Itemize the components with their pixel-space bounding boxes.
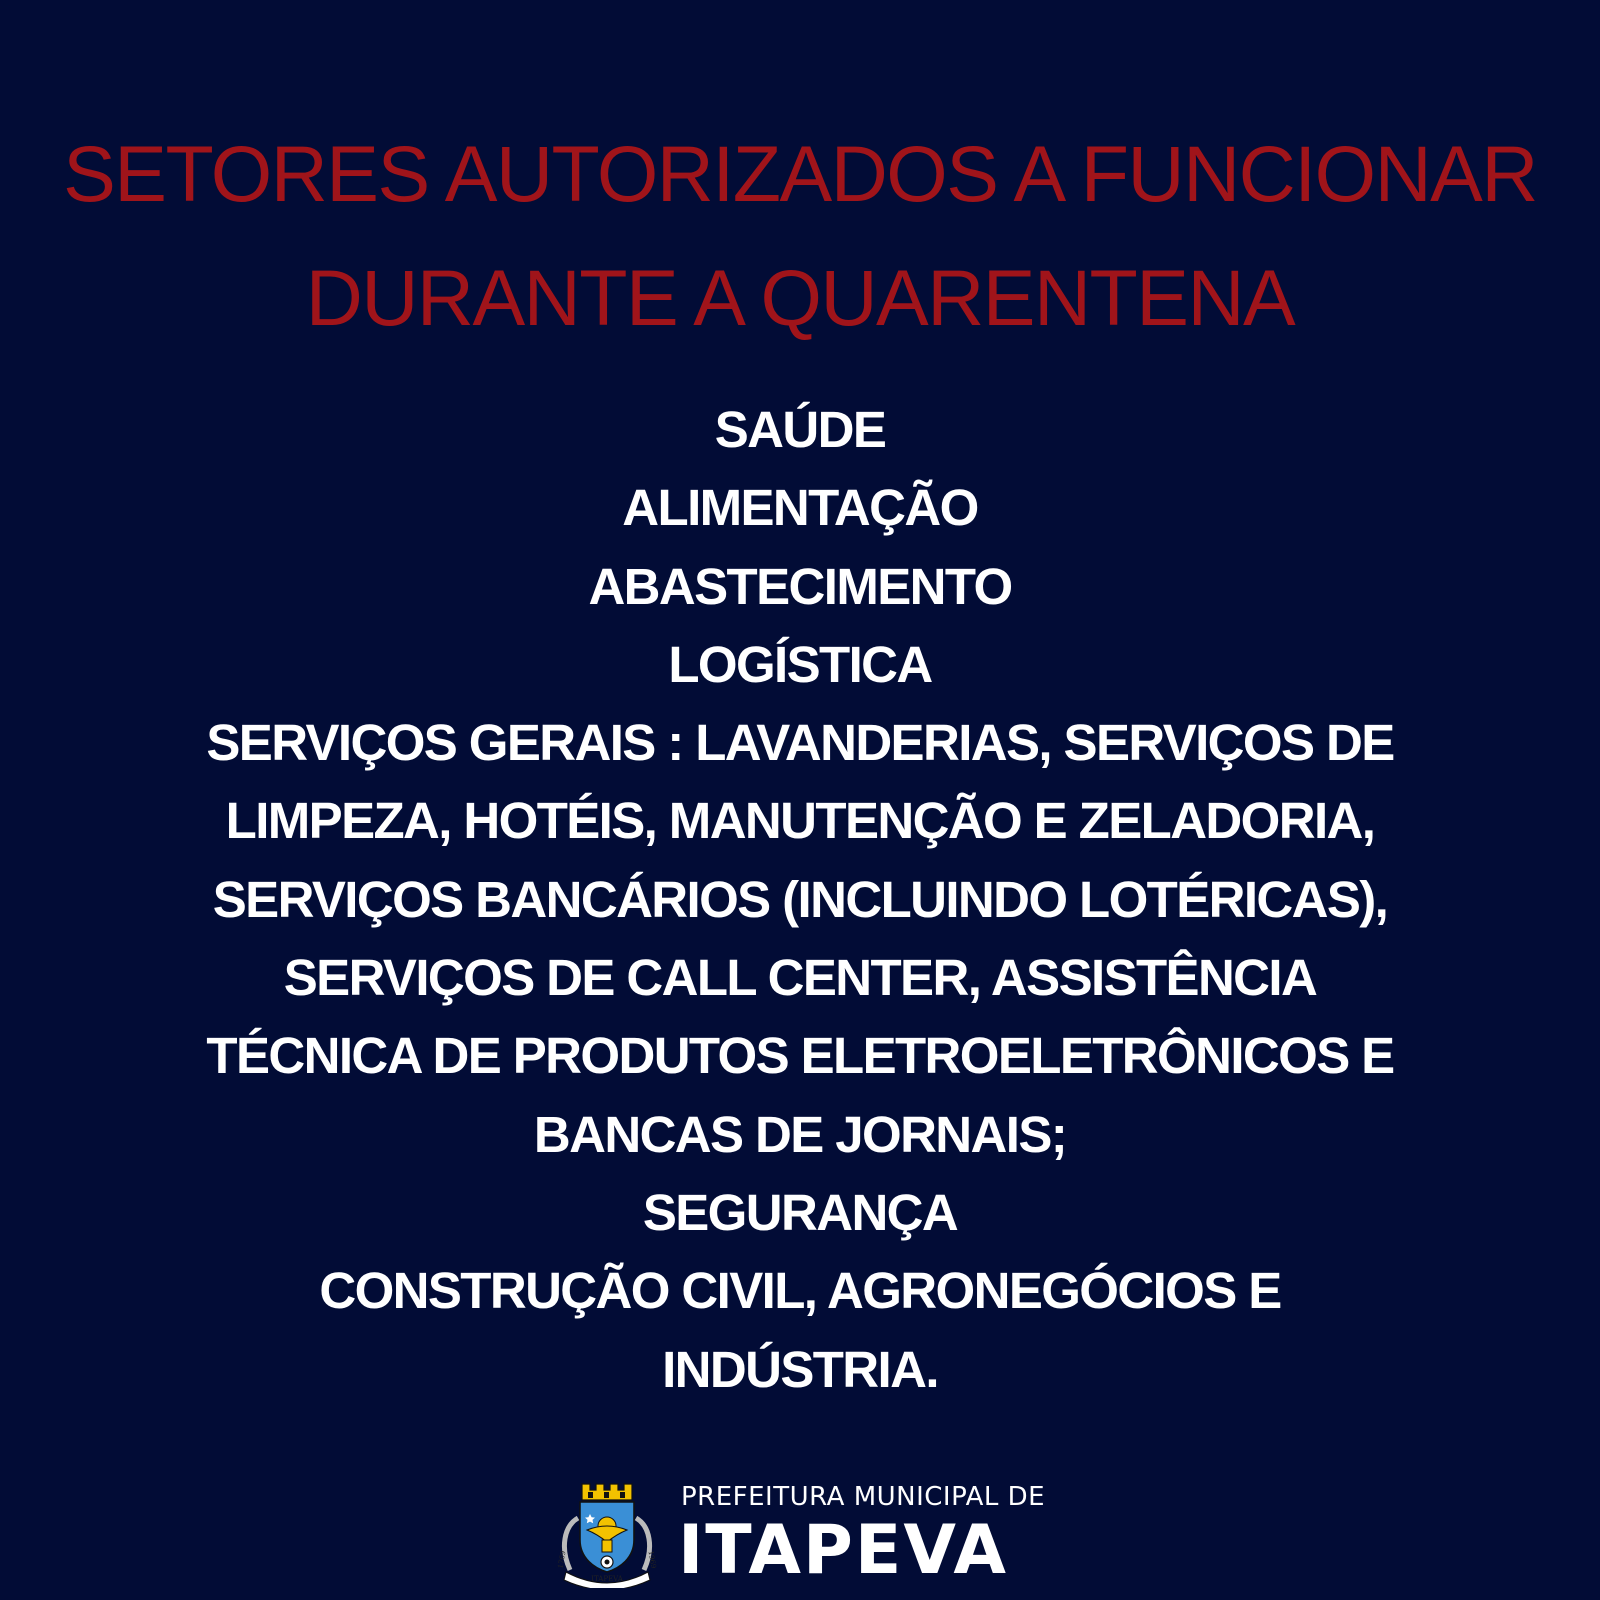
sector-line: SAÚDE — [714, 401, 886, 458]
authorized-sectors-list — [0, 391, 1600, 1409]
sector-line: LIMPEZA, HOTÉIS, MANUTENÇÃO E ZELADORIA, — [225, 792, 1375, 850]
sector-line: ABASTECIMENTO — [588, 557, 1012, 615]
title-line-1: SETORES AUTORIZADOS A FUNCIONAR — [63, 129, 1537, 218]
prefeitura-logo — [552, 1478, 1052, 1588]
crest-banner: ITAPEVA — [591, 1575, 623, 1583]
sector-line: CONSTRUÇÃO CIVIL, AGRONEGÓCIOS E — [319, 1262, 1281, 1320]
sector-line: LOGÍSTICA — [668, 635, 932, 693]
sector-line: SERVIÇOS BANCÁRIOS (INCLUINDO LOTÉRICAS), — [212, 870, 1388, 928]
sector-line: BANCAS DE JORNAIS; — [533, 1105, 1067, 1163]
prefeitura-subtitle: PREFEITURA MUNICIPAL DE — [681, 1482, 1046, 1512]
sector-line: TÉCNICA DE PRODUTOS ELETROELETRÔNICOS E — [206, 1027, 1394, 1085]
title-line-2: DURANTE A QUARENTENA — [305, 253, 1295, 342]
crest-year-right: 1969 — [646, 1550, 658, 1570]
coat-of-arms-icon — [552, 1478, 662, 1588]
crest-year-left: 1769 — [556, 1550, 568, 1570]
sector-line: SERVIÇOS DE CALL CENTER, ASSISTÊNCIA — [283, 949, 1317, 1007]
city-name: ITAPEVA — [678, 1511, 1008, 1590]
sector-line: ALIMENTAÇÃO — [622, 479, 978, 537]
sector-line: INDÚSTRIA. — [662, 1340, 938, 1398]
sector-line: SERVIÇOS GERAIS : LAVANDERIAS, SERVIÇOS DE — [206, 714, 1394, 772]
sector-line: SEGURANÇA — [642, 1183, 958, 1241]
